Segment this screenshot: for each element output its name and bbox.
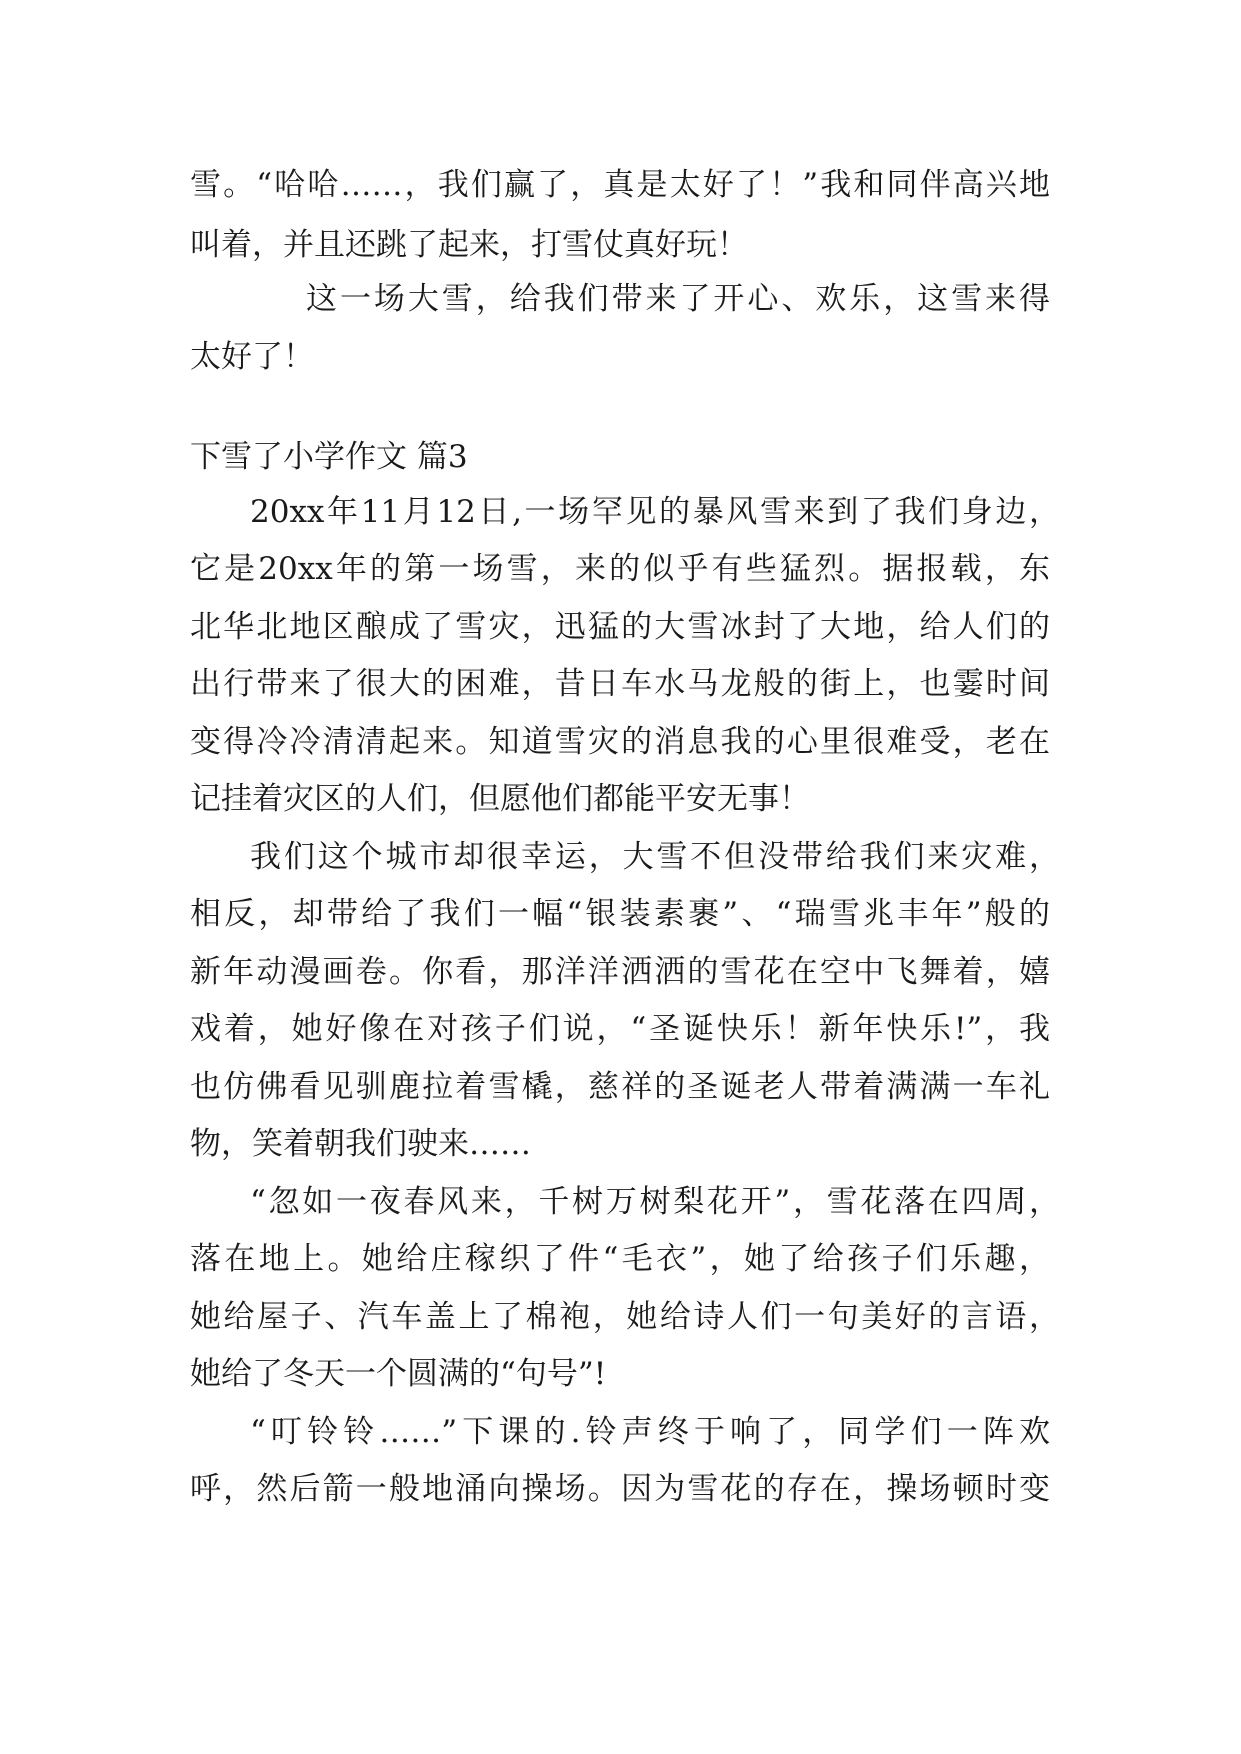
text-line: 物，笑着朝我们驶来…… — [190, 1126, 531, 1162]
text-line: 她给屋子、汽车盖上了棉袍，她给诗人们一句美好的言语， — [190, 1299, 1060, 1335]
text-line: 戏着，她好像在对孩子们说，“圣诞快乐！新年快乐!”，我 — [190, 1011, 1050, 1047]
text-line: 记挂着灾区的人们，但愿他们都能平安无事！ — [190, 781, 810, 817]
text-line: 落在地上。她给庄稼织了件“毛衣”，她了给孩子们乐趣， — [190, 1241, 1050, 1277]
text-line: 也仿佛看见驯鹿拉着雪橇，慈祥的圣诞老人带着满满一车礼 — [190, 1069, 1050, 1105]
text-line: 我们这个城市却很幸运，大雪不但没带给我们来灾难， — [250, 839, 1060, 875]
text-line: 这一场大雪，给我们带来了开心、欢乐，这雪来得 — [306, 281, 1050, 317]
text-line: 太好了！ — [190, 339, 314, 375]
text-line: 她给了冬天一个圆满的“句号”! — [190, 1356, 607, 1392]
text-line: 相反，却带给了我们一幅“银装素裹”、“瑞雪兆丰年”般的 — [190, 896, 1050, 932]
text-line: 叫着，并且还跳了起来，打雪仗真好玩！ — [190, 227, 748, 263]
text-line: 变得冷冷清清起来。知道雪灾的消息我的心里很难受，老在 — [190, 724, 1050, 760]
text-line: 新年动漫画卷。你看，那洋洋洒洒的雪花在空中飞舞着，嬉 — [190, 954, 1050, 990]
text-line: 它是20xx年的第一场雪，来的似乎有些猛烈。据报载，东 — [190, 551, 1050, 587]
text-line: 出行带来了很大的困难，昔日车水马龙般的街上，也霎时间 — [190, 666, 1050, 702]
text-line: “忽如一夜春风来，千树万树梨花开”，雪花落在四周， — [250, 1184, 1060, 1220]
text-line: 呼，然后箭一般地涌向操场。因为雪花的存在，操场顿时变 — [190, 1471, 1050, 1507]
text-line: “叮铃铃……”下课的.铃声终于响了，同学们一阵欢 — [250, 1414, 1050, 1450]
section-heading: 下雪了小学作文 篇3 — [190, 439, 468, 475]
text-line: 20xx年11月12日,一场罕见的暴风雪来到了我们身边， — [250, 494, 1060, 530]
text-line: 北华北地区酿成了雪灾，迅猛的大雪冰封了大地，给人们的 — [190, 609, 1050, 645]
text-line: 雪。“哈哈……，我们赢了，真是太好了！”我和同伴高兴地 — [190, 167, 1050, 203]
